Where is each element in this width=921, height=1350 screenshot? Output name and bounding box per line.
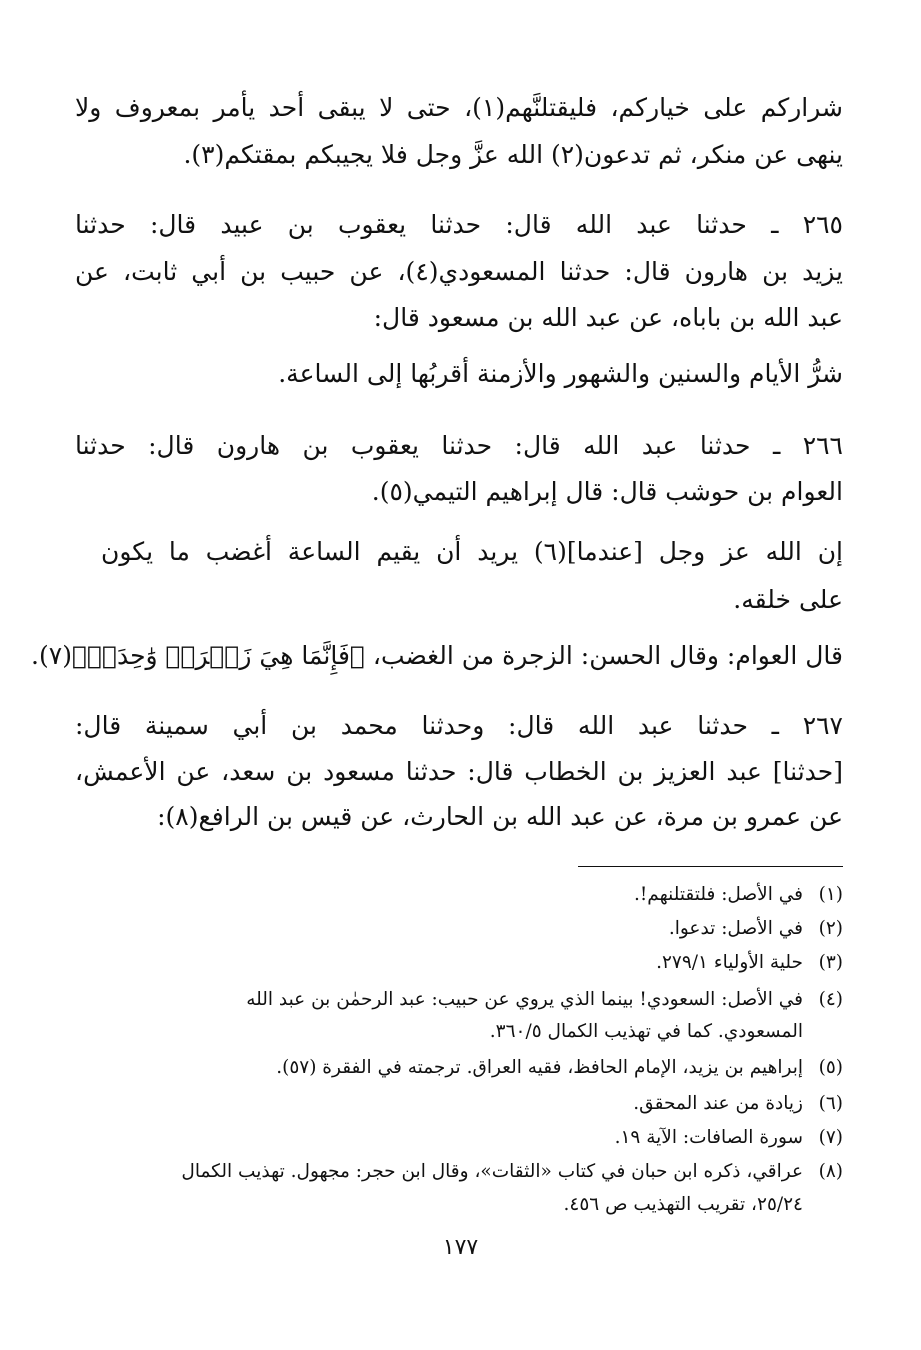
footnote-5 xyxy=(78,1053,843,1083)
hadith-267-line-1: ٢٦٧ ـ حدثنا عبد الله قال: وحدثنا محمد بن أبي سمينة قال: xyxy=(75,711,843,740)
footnote-1 xyxy=(78,880,843,910)
footnote-text: سورة الصافات: الآية ١٩. xyxy=(614,1127,803,1148)
footnote-text: زيادة من عند المحقق. xyxy=(633,1093,803,1114)
footnote-number: (٨) xyxy=(818,1161,843,1182)
footnote-3 xyxy=(78,948,843,978)
footnote-text: إبراهيم بن يزيد، الإمام الحافظ، فقيه العراق. ترجمته في الفقرة (٥٧). xyxy=(276,1057,803,1078)
footnote-8-continuation xyxy=(78,1190,843,1220)
footnote-7 xyxy=(78,1123,843,1153)
footnote-separator xyxy=(578,866,843,867)
hadith-266-matn-line-1: إن الله عز وجل [عندما](٦) يريد أن يقيم الساعة أغضب ما يكون xyxy=(101,537,843,566)
footnote-text: في الأصل: تدعوا. xyxy=(668,918,803,939)
body-line-2: ينهى عن منكر، ثم تدعون(٢) الله عزَّ وجل فلا يجيبكم بمقتكم(٣). xyxy=(183,140,843,169)
footnote-number: (٣) xyxy=(818,952,843,973)
footnote-2 xyxy=(78,914,843,944)
page-number: ١٧٧ xyxy=(442,1235,479,1260)
hadith-265-line-2: يزيد بن هارون قال: حدثنا المسعودي(٤)، عن حبيب بن أبي ثابت، عن xyxy=(75,257,843,286)
footnote-text: عراقي، ذكره ابن حبان في كتاب «الثقات»، وقال ابن حجر: مجهول. تهذيب الكمال xyxy=(181,1161,803,1182)
footnote-number: (٧) xyxy=(818,1127,843,1148)
hadith-266-matn-line-2: على خلقه. xyxy=(733,585,843,614)
footnote-number: (١) xyxy=(818,884,843,905)
footnote-8 xyxy=(78,1157,843,1187)
hadith-265-matn: شرُّ الأيام والسنين والشهور والأزمنة أقربُها إلى الساعة. xyxy=(278,359,843,388)
footnote-number: (٤) xyxy=(818,989,843,1010)
footnote-number: (٥) xyxy=(818,1057,843,1078)
footnote-number: (٢) xyxy=(818,918,843,939)
body-line-1: شراركم على خياركم، فليقتلنَّهم(١)، حتى لا يبقى أحد يأمر بمعروف ولا xyxy=(75,93,843,122)
footnote-text: ٢٥/٢٤، تقريب التهذيب ص ٤٥٦. xyxy=(563,1194,803,1215)
footnote-4 xyxy=(78,985,843,1015)
footnote-4-continuation xyxy=(78,1017,843,1047)
hadith-266-line-2: العوام بن حوشب قال: قال إبراهيم التيمي(٥). xyxy=(371,477,843,506)
hadith-267-line-2: [حدثنا] عبد العزيز بن الخطاب قال: حدثنا مسعود بن سعد، عن الأعمش، xyxy=(75,757,843,786)
footnote-6 xyxy=(78,1089,843,1119)
hadith-265-line-1: ٢٦٥ ـ حدثنا عبد الله قال: حدثنا يعقوب بن عبيد قال: حدثنا xyxy=(75,210,843,239)
footnote-text: في الأصل: السعودي! بينما الذي يروي عن حبيب: عبد الرحمٰن بن عبد الله xyxy=(246,989,803,1010)
footnote-number: (٦) xyxy=(818,1093,843,1114)
hadith-266-line-1: ٢٦٦ ـ حدثنا عبد الله قال: حدثنا يعقوب بن هارون قال: حدثنا xyxy=(75,431,843,460)
footnote-text: حلية الأولياء ٢٧٩/١. xyxy=(656,952,803,973)
footnote-text: المسعودي. كما في تهذيب الكمال ٣٦٠/٥. xyxy=(489,1021,803,1042)
hadith-265-line-3: عبد الله بن باباه، عن عبد الله بن مسعود قال: xyxy=(373,303,843,332)
hadith-266-quran-quote: قال العوام: وقال الحسن: الزجرة من الغضب، ﴿فَإِنَّمَا هِيَ زَجۡرَةٞ وَٰحِدَةٞ﴾(٧). xyxy=(31,641,843,670)
hadith-267-line-3: عن عمرو بن مرة، عن عبد الله بن الحارث، عن قيس بن الرافع(٨): xyxy=(157,802,843,831)
footnote-text: في الأصل: فلتقتلنهم!. xyxy=(633,884,803,905)
